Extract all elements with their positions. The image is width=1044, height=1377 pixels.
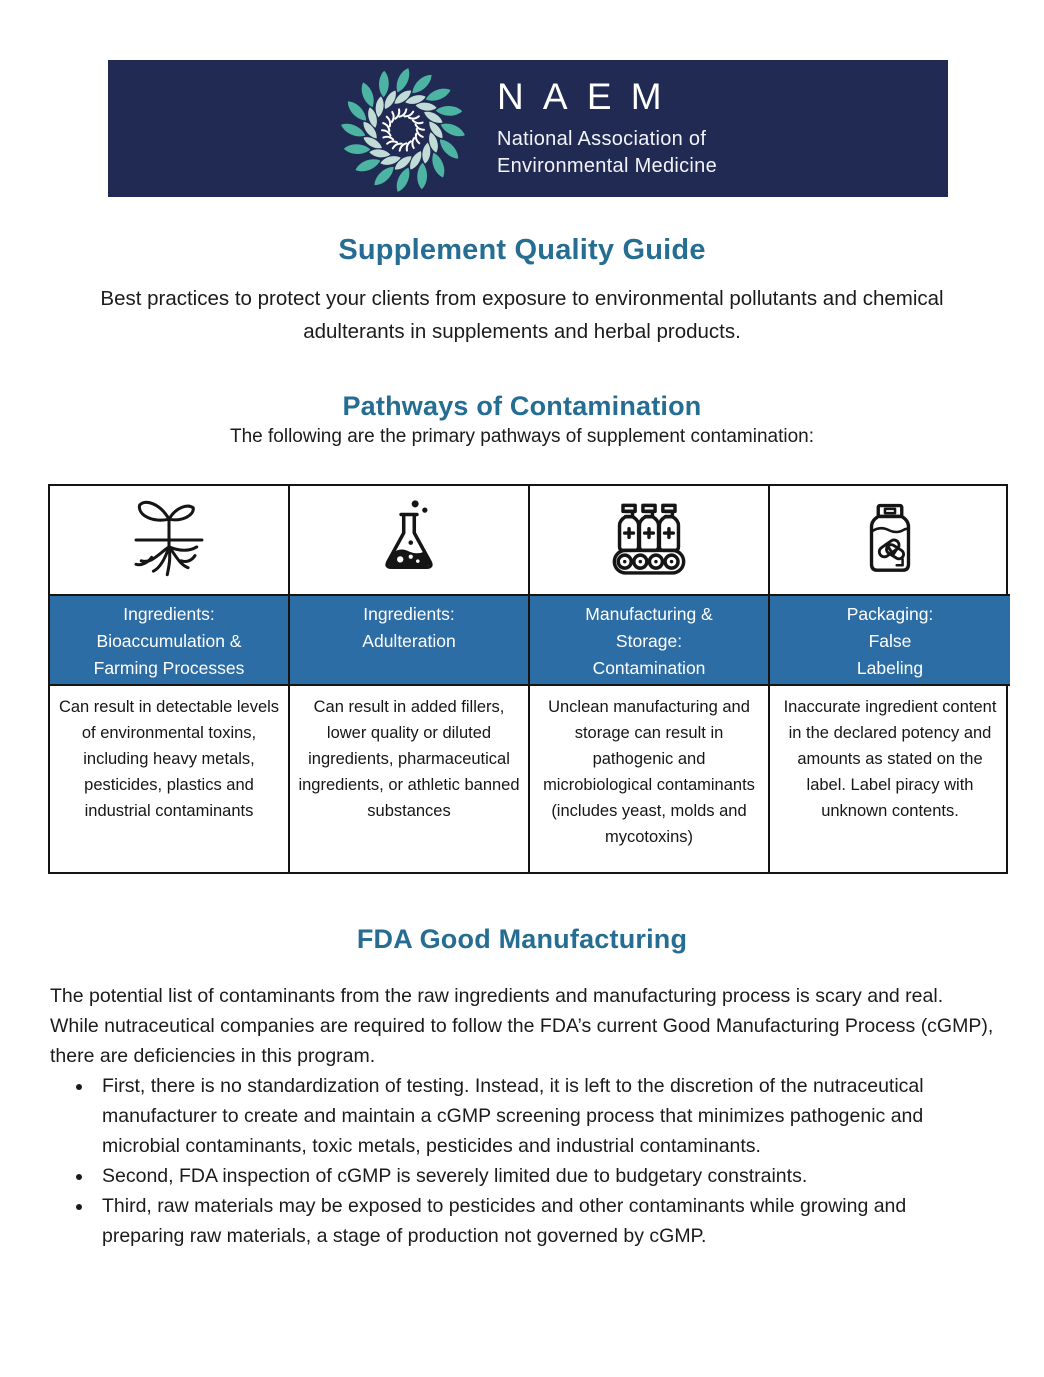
fda-bullet-list	[70, 1071, 984, 1251]
flask-icon	[290, 486, 530, 596]
column-header-packaging-false-labeling	[770, 596, 1010, 686]
fda-heading: FDA Good Manufacturing	[356, 923, 688, 954]
pathways-heading: Pathways of Contamination	[342, 390, 702, 421]
plant-roots-icon	[50, 486, 290, 596]
table-cell-bioaccumulation-description: Can result in detectable levels of environmental toxins, including heavy metals, pesticides, plastics and industrial contaminants	[50, 686, 290, 872]
header-line: Ingredients:	[123, 603, 215, 624]
header-line: Storage:	[615, 630, 683, 651]
org-name-block	[497, 77, 717, 180]
header-line: Adulteration	[362, 630, 456, 651]
org-banner	[108, 60, 948, 197]
pathways-intro: The following are the primary pathways of supplement contamination:	[229, 425, 815, 447]
fda-paragraph: The potential list of contaminants from the raw ingredients and manufacturing process is scary and real. While nutraceutical companies are required to follow the FDA’s current Good Manufacturing Process (cGMP), there are deficiencies in this program.	[50, 984, 994, 1067]
page-subtitle: Best practices to protect your clients from exposure to environmental pollutants and chemical adulterants in supplements and herbal products.	[100, 287, 944, 343]
fda-bullet-item: • Third, raw materials may be exposed to pesticides and other contaminants while growing and preparing raw materials, a stage of production not governed by cGMP.	[94, 1191, 984, 1251]
naem-logo-icon	[339, 66, 467, 194]
column-header-ingredients-bioaccumulation	[50, 596, 290, 686]
org-acronym: NAEM	[496, 76, 681, 118]
header-line: Bioaccumulation &	[96, 630, 242, 651]
table-cell-manufacturing-description: Unclean manufacturing and storage can result in pathogenic and microbiological contaminants (includes yeast, molds and mycotoxins)	[530, 686, 770, 872]
bottles-conveyor-icon	[530, 486, 770, 596]
column-header-manufacturing-storage	[530, 596, 770, 686]
org-name-line2: Environmental Medicine	[496, 154, 718, 177]
pill-bottle-icon	[770, 486, 1010, 596]
header-line: Ingredients:	[363, 603, 455, 624]
header-line: Contamination	[592, 657, 706, 678]
column-header-ingredients-adulteration	[290, 596, 530, 686]
table-cell-packaging-description: Inaccurate ingredient content in the declared potency and amounts as stated on the label. Label piracy with unknown contents.	[783, 697, 997, 820]
header-line: False	[868, 630, 912, 651]
header-line: Manufacturing &	[585, 603, 713, 624]
pathways-table	[48, 484, 1008, 874]
fda-bullet-item: • Second, FDA inspection of cGMP is severely limited due to budgetary constraints.	[94, 1161, 984, 1191]
page-title: Supplement Quality Guide	[338, 234, 706, 266]
header-line: Farming Processes	[93, 657, 245, 678]
fda-bullet-item: • First, there is no standardization of testing. Instead, it is left to the discretion of the nutraceutical manufacturer to create and maintain a cGMP screening process that minimizes pathogenic and microbial contaminants, toxic metals, pesticides and industrial contaminants.	[94, 1071, 984, 1161]
header-line: Labeling	[856, 657, 924, 678]
table-cell-adulteration-description: Can result in added fillers, lower quality or diluted ingredients, pharmaceutical ingredients, or athletic banned substances	[290, 686, 530, 872]
header-line: Packaging:	[846, 603, 934, 624]
org-name-line1: National Association of	[496, 127, 707, 150]
